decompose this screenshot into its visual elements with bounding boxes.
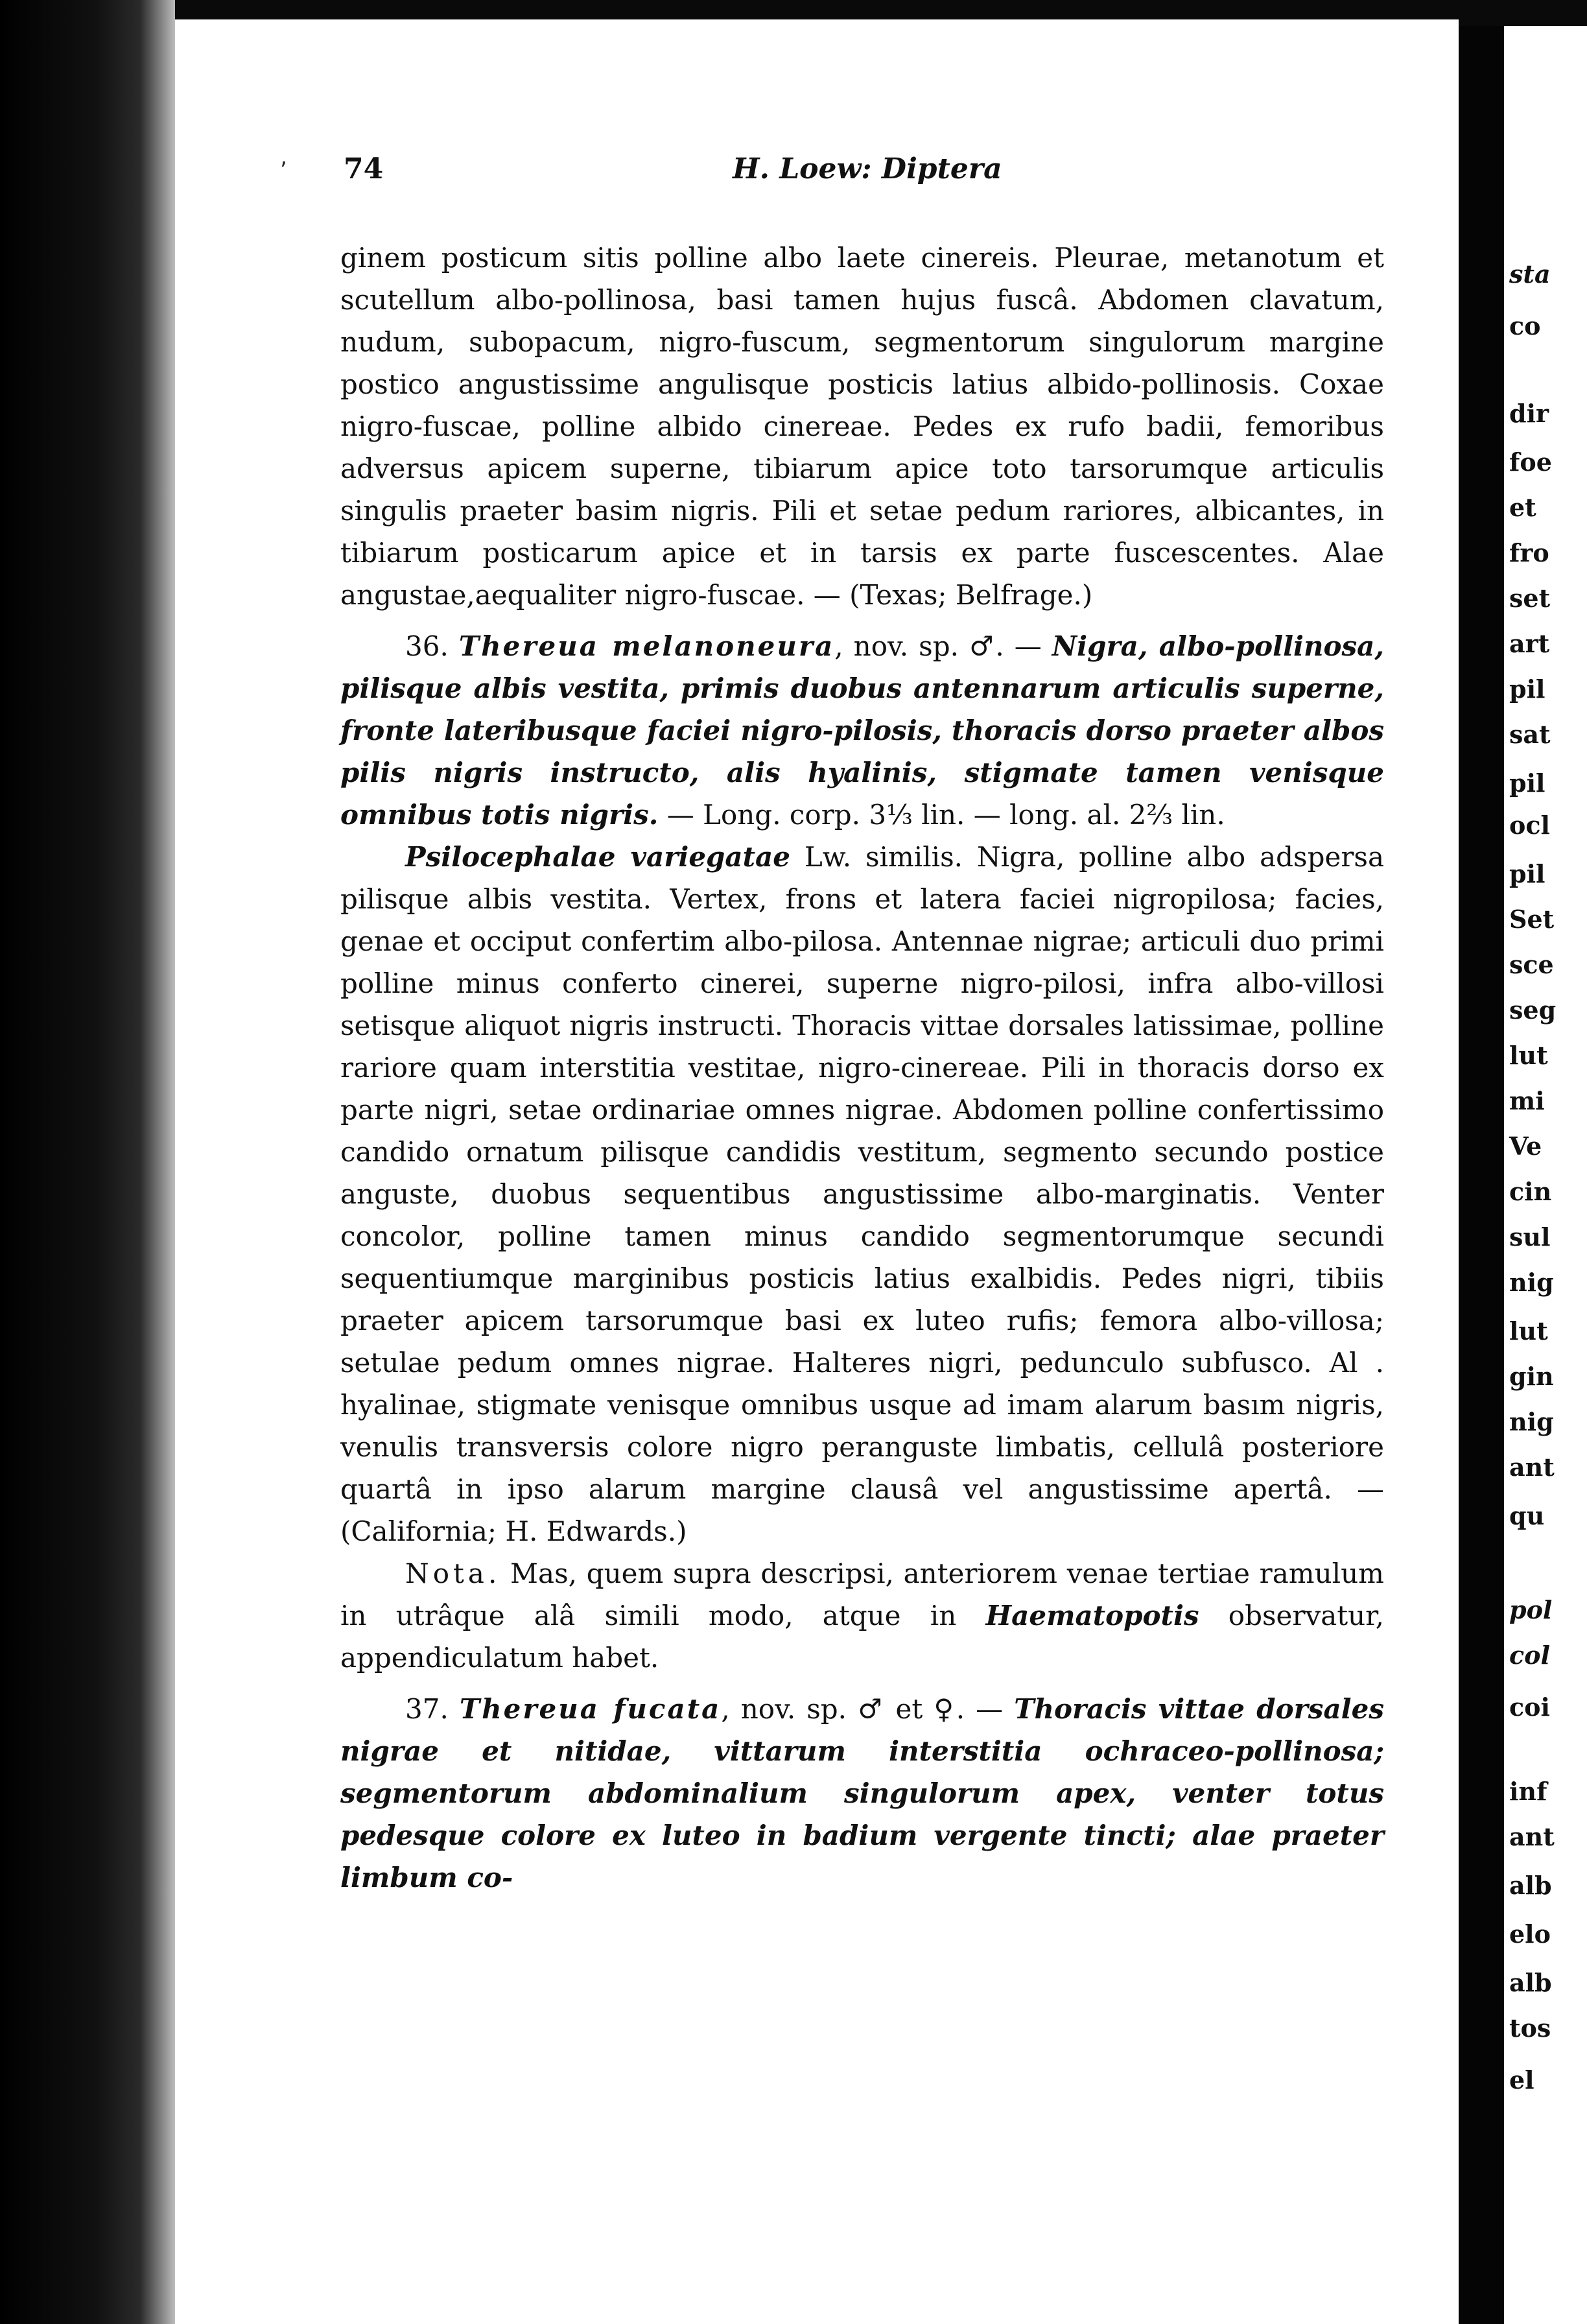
nota-label: Nota. (405, 1558, 501, 1589)
adjacent-page-fragment: ant (1509, 1822, 1555, 1851)
ink-speck-mark: ‚ (280, 144, 287, 170)
adjacent-page-fragment: sta (1509, 259, 1551, 289)
adjacent-page-fragment: nig (1509, 1407, 1554, 1436)
adjacent-page-fragment: alb (1509, 1968, 1552, 1997)
adjacent-page-fragment: col (1509, 1641, 1550, 1670)
adjacent-page-fragment: sce (1509, 950, 1554, 979)
adjacent-page-fragment: art (1509, 629, 1550, 658)
adjacent-page-fragment: lut (1509, 1041, 1548, 1070)
genus-name: Haematopotis (985, 1600, 1199, 1631)
adjacent-page-fragment: pil (1509, 859, 1546, 888)
adjacent-page-fragment: sul (1509, 1222, 1551, 1251)
paragraph-species-37 (340, 1688, 1384, 1899)
paragraph-species-36 (340, 625, 1384, 836)
adjacent-page-fragment: co (1509, 311, 1541, 340)
species-name: Thereua melanoneura (458, 630, 835, 662)
adjacent-page-fragment: et (1509, 493, 1536, 522)
paragraph-text-end: observatur, appendiculatum habet. (340, 1600, 1384, 1674)
running-title: H. Loew: Diptera (733, 152, 1002, 185)
adjacent-page-fragment: qu (1509, 1501, 1545, 1530)
adjacent-page-fragment: cin (1509, 1177, 1552, 1206)
adjacent-page-fragment: Set (1509, 905, 1555, 934)
adjacent-page-edge (1504, 26, 1587, 2324)
adjacent-page-fragment: dir (1509, 399, 1549, 428)
paragraph-text: Mas, quem supra descripsi, anteriorem venae tertiae ramulum in utrâque alâ simili modo, atque in (340, 1558, 1384, 1631)
adjacent-page-fragment: pil (1509, 768, 1546, 798)
adjacent-page-fragment: inf (1509, 1777, 1547, 1806)
adjacent-page-fragment: nig (1509, 1268, 1554, 1297)
paragraph-species-36-description (340, 836, 1384, 1552)
species-number: 37. (405, 1693, 449, 1725)
adjacent-page-fragment: lut (1509, 1316, 1548, 1346)
adjacent-page-fragment: ocl (1509, 811, 1550, 840)
adjacent-page-fragment: Ve (1509, 1132, 1542, 1161)
adjacent-page-fragment: foe (1509, 447, 1552, 477)
species-diagnosis: Thoracis vittae dorsales nigrae et nitidae, vittarum interstitia ochraceo-pollinosa; segmentorum abdominalium singulorum apex, venter totus pedesque colore ex luteo in badium vergente tincti; alae praeter limbum co- (340, 1693, 1384, 1893)
page-number: 74 (344, 152, 384, 185)
adjacent-page-fragment: el (1509, 2065, 1534, 2094)
adjacent-page-fragment: set (1509, 584, 1551, 613)
adjacent-page-fragment: coi (1509, 1692, 1550, 1722)
page-edge-shadow (1459, 26, 1504, 2324)
species-name: Thereua fucata (459, 1693, 722, 1725)
adjacent-page-fragment: pil (1509, 674, 1546, 704)
comparison-species: Psilocephalae variegatae (405, 841, 790, 873)
adjacent-page-fragment: tos (1509, 2013, 1551, 2043)
adjacent-page-fragment: gin (1509, 1362, 1554, 1391)
species-diagnosis: Nigra, albo-pollinosa, pilisque albis vestita, primis duobus antennarum articulis superne, fronte lateribusque faciei nigro-pilosis, thoracis dorso praeter albos pilis nigris instructo, alis hyalinis, stigmate tamen venisque omnibus totis nigris. (340, 630, 1385, 831)
paragraph-description-continued (340, 237, 1384, 616)
adjacent-page-fragment: fro (1509, 538, 1549, 567)
page-header (344, 152, 1381, 191)
adjacent-page-fragment: elo (1509, 1919, 1551, 1949)
paragraph-text: Lw. similis. Nigra, polline albo adspersa pilisque albis vestita. Vertex, frons et latera faciei nigropilosa; facies, genae et occiput confertim albo-pilosa. Antennae nigrae; articuli duo primi polline minus conferto cinerei, superne nigro-pilosi, infra albo-villosi setisque aliquot nigris instructi. Thoracis vittae dorsales latissimae, polline rariore quam interstitia vestitae, nigro-cinereae. Pili in thoracis dorso ex parte nigri, setae ordinariae omnes nigrae. Abdomen polline confertissimo candido ornatum pilisque candidis vestitum, segmento secundo postice anguste, duobus sequentibus angustissime albo-marginatis. Venter concolor, polline tamen minus candido segmentorumque secundi sequentiumque marginibus posticis latius exalbidis. Pedes nigri, tibiis praeter apicem tarsorumque basi ex luteo rufis; femora albo-villosa; setulae pedum omnes nigrae. Halteres nigri, pedunculo subfusco. Al . hyalinae, stigmate venisque omnibus usque ad imam alarum basım nigris, venulis transversis colore nigro peranguste limbatis, cellulâ posteriore quartâ in ipso alarum margine clausâ vel angustissime apertâ. — (California; H. Edwards.) (340, 841, 1384, 1547)
adjacent-page-fragment: seg (1509, 995, 1557, 1025)
species-number: 36. (405, 630, 449, 662)
species-measurements: — Long. corp. 3⅓ lin. — long. al. 2⅔ lin. (658, 799, 1225, 831)
adjacent-page-fragment: pol (1509, 1595, 1553, 1624)
paragraph-text: ginem posticum sitis polline albo laete cinereis. Pleurae, metanotum et scutellum albo-pollinosa, basi tamen hujus fuscâ. Abdomen clavatum, nudum, subopacum, nigro-fuscum, segmentorum singulorum margine postico angustissime angulisque posticis latius albido-pollinosis. Coxae nigro-fuscae, polline albido cinereae. Pedes ex rufo badii, femoribus adversus apicem superne, tibiarum apice toto tarsorumque articulis singulis praeter basim nigris. Pili et setae pedum rariores, albicantes, in tibiarum posticarum apice et in tarsis ex parte fuscescentes. Alae angustae,aequaliter nigro-fuscae. — (Texas; Belfrage.) (340, 242, 1384, 611)
book-gutter-shadow (0, 0, 175, 2324)
paragraph-nota (340, 1552, 1384, 1679)
adjacent-page-fragment: ant (1509, 1452, 1555, 1482)
species-status: , nov. sp. ♂ et ♀. — (721, 1693, 1015, 1725)
adjacent-page-fragment: alb (1509, 1871, 1552, 1900)
adjacent-page-fragment: sat (1509, 720, 1551, 749)
adjacent-page-fragment: mi (1509, 1086, 1545, 1115)
body-text (340, 237, 1384, 1899)
species-status: , nov. sp. ♂. — (834, 630, 1052, 662)
